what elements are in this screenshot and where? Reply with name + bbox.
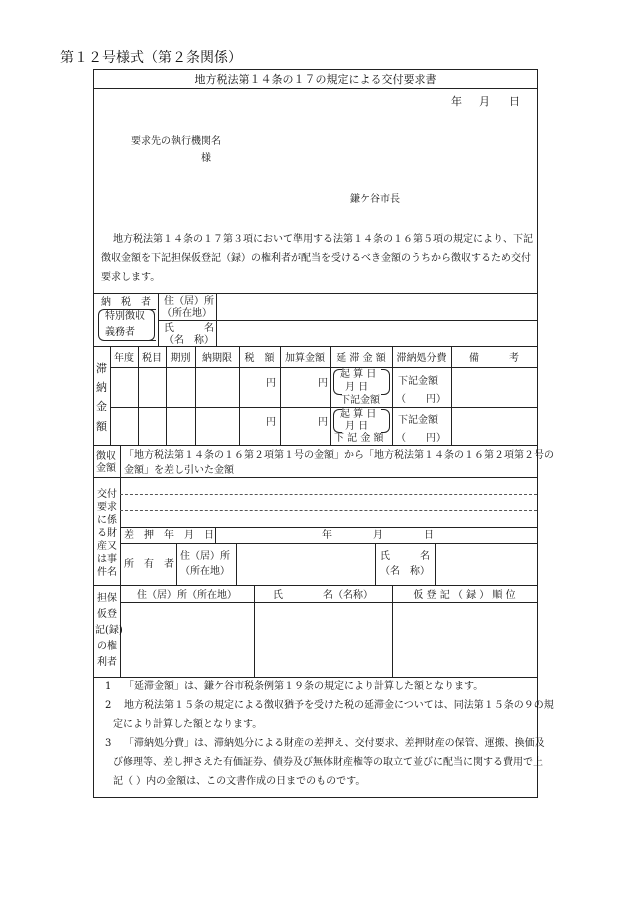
- date-day: 日: [509, 95, 520, 108]
- kisan-label-2: 起 算 日: [340, 409, 377, 420]
- seizure-year: 年: [322, 530, 332, 541]
- form-title: 地方税法第１４条の１７の規定による交付要求書: [194, 73, 437, 86]
- col-surcharge: 加算金額: [285, 353, 325, 364]
- tax-yen-2: 円: [266, 417, 276, 428]
- property-side-4: る財: [97, 528, 117, 539]
- collect-label-1: 徴収: [96, 451, 116, 462]
- owner-name-sub: （名 称）: [380, 566, 430, 577]
- holder-side-1: 担保: [97, 593, 117, 604]
- intro-line-2: 徴収金額を下記担保仮登記（録）の権利者が配当を受けるべき金額のうちから徴収するため交付: [101, 253, 531, 264]
- note-3-line-1: 「滞納処分費」は、滞納処分による財産の差押え、交付要求、差押財産の保管、運搬、換価及: [124, 738, 545, 749]
- date-year: 年: [451, 95, 462, 108]
- col-tax-item: 税目: [142, 353, 162, 364]
- col-fiscal-year: 年度: [114, 353, 134, 364]
- property-side-3: に係: [97, 515, 117, 526]
- note-3-line-2: び修理等、差し押さえた有価証券、債券及び無体財産権等の取立て並びに配当に関する費用で上: [113, 757, 543, 768]
- date-month: 月: [479, 95, 490, 108]
- recipient-label: 要求先の執行機関名: [131, 136, 221, 147]
- taxpayer-obligor: 義務者: [105, 327, 135, 338]
- form-number: 第１２号様式（第２条関係）: [60, 50, 242, 66]
- seizure-month: 月: [373, 530, 383, 541]
- holder-name-header: 氏 名（名称）: [273, 590, 373, 601]
- col-disposition: 滞納処分費: [396, 353, 447, 364]
- holder-side-2: 仮登: [97, 609, 117, 620]
- note-2-line-1: 地方税法第１５条の規定による徴収猶予を受けた税の延滞金については、同法第１５条の９の規: [124, 700, 554, 711]
- property-side-5: 産又: [97, 541, 117, 552]
- property-side-1: 交付: [97, 489, 117, 500]
- owner-label: 所 有 者: [124, 559, 174, 570]
- arrears-side-1: 滞: [96, 362, 107, 375]
- taxpayer-address-sub: （所在地）: [162, 308, 212, 319]
- owner-address-label: 住（居）所: [180, 551, 230, 562]
- holder-rank-header: 仮 登 記 （ 録 ） 順 位: [413, 590, 516, 601]
- taxpayer-name-label: 氏 名: [164, 323, 214, 334]
- owner-address-sub: （所在地）: [180, 566, 230, 577]
- taxpayer-address-label: 住（居）所: [164, 296, 214, 307]
- arrears-side-3: 金: [96, 400, 107, 413]
- taxpayer-label: 納 税 者: [101, 297, 151, 308]
- disposition-amount-2: 下記金額: [398, 415, 438, 426]
- surcharge-yen-1: 円: [318, 378, 328, 389]
- kisan-date-2: 月 日: [345, 421, 369, 432]
- kisan-amount-1: 下記金額: [340, 395, 380, 406]
- col-late-fee: 延 滞 金 額: [336, 353, 386, 364]
- disposition-yen-1: （ 円）: [396, 394, 446, 405]
- taxpayer-special: 特別徴収: [105, 311, 145, 322]
- seizure-day: 日: [424, 530, 434, 541]
- collect-text-1: 「地方税法第１４条の１６第２項第１号の金額」から「地方税法第１４条の１６第２項第２号の: [124, 450, 554, 461]
- holder-side-4: の権: [97, 641, 117, 652]
- note-3-line-3: 記（ ）内の金額は、この文書作成の日までのものです。: [113, 776, 366, 787]
- intro-line-3: 要求します。: [101, 272, 161, 283]
- disposition-yen-2: （ 円）: [396, 433, 446, 444]
- note-1-line-1: 「延滞金額」は、鎌ケ谷市税条例第１９条の規定により計算した額となります。: [124, 681, 484, 692]
- note-2-num: 2: [105, 700, 112, 711]
- holder-side-3: 記(録): [95, 625, 123, 636]
- holder-side-5: 利者: [97, 657, 117, 668]
- arrears-side-4: 額: [96, 420, 107, 433]
- note-3-num: 3: [105, 738, 112, 749]
- seizure-date-label: 差 押 年 月 日: [124, 530, 214, 541]
- note-1-num: 1: [105, 681, 112, 692]
- holder-address-header: 住（居）所（所在地）: [137, 590, 237, 601]
- recipient-honorific: 様: [201, 153, 211, 164]
- surcharge-yen-2: 円: [318, 417, 328, 428]
- taxpayer-name-sub: （名 称）: [164, 335, 214, 346]
- col-due-date: 納期限: [202, 353, 232, 364]
- tax-yen-1: 円: [266, 378, 276, 389]
- kisan-amount-2: 下 記 金 額: [334, 433, 384, 444]
- kisan-label-1: 起 算 日: [340, 369, 377, 380]
- intro-line-1: 地方税法第１４条の１７第３項において準用する法第１４条の１６第５項の規定により、下記: [113, 234, 533, 245]
- property-side-6: は事: [97, 554, 117, 565]
- note-2-line-2: 定により計算した額となります。: [113, 719, 263, 730]
- col-remarks: 備 考: [469, 353, 519, 364]
- col-period: 期別: [170, 353, 191, 364]
- property-side-2: 要求: [97, 502, 117, 513]
- property-side-7: 件名: [97, 567, 117, 578]
- collect-label-2: 金額: [96, 463, 116, 474]
- owner-name-label: 氏 名: [380, 551, 430, 562]
- disposition-amount-1: 下記金額: [398, 376, 438, 387]
- sender-name: 鎌ケ谷市長: [350, 194, 400, 205]
- collect-text-2: 金額」を差し引いた金額: [124, 465, 234, 476]
- kisan-date-1: 月 日: [345, 382, 369, 393]
- arrears-side-2: 納: [96, 381, 107, 394]
- col-tax-amount: 税 額: [244, 353, 275, 364]
